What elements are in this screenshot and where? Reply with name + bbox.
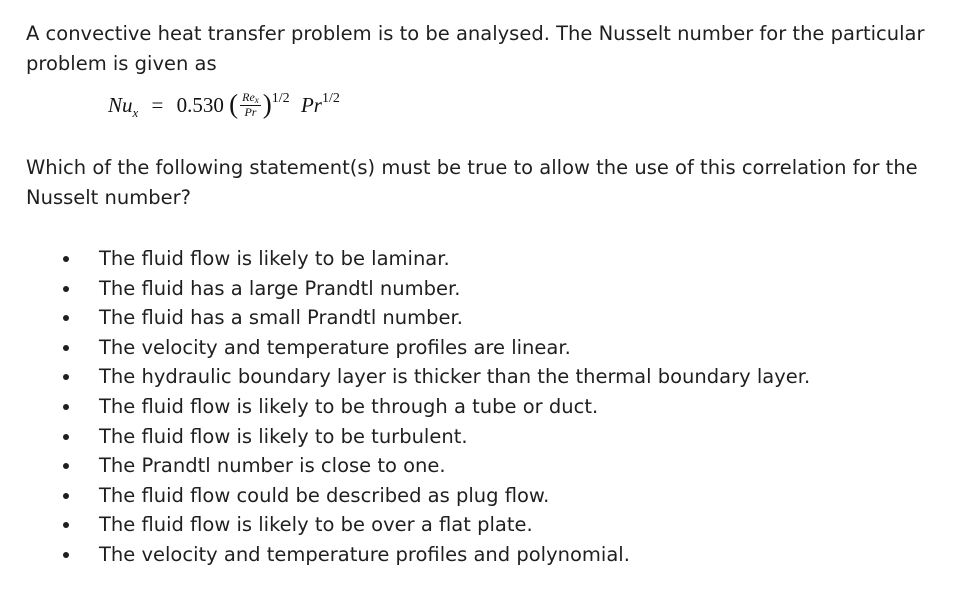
statement-text: The hydraulic boundary layer is thicker than the thermal boundary layer.: [99, 365, 811, 389]
list-item: [0, 244, 810, 274]
formula-coefficient: 0.530: [176, 93, 224, 117]
intro-paragraph: A convective heat transfer problem is to be analysed. The Nusselt number for the particular problem is given as: [26, 22, 925, 75]
formula-right-paren: ): [262, 89, 272, 119]
statement-text: The fluid flow is likely to be through a tube or duct.: [99, 394, 599, 418]
statement-text: The velocity and temperature profiles are linear.: [99, 335, 571, 359]
bullet-icon: [63, 552, 69, 558]
formula-fraction-numerator: Re: [242, 90, 255, 105]
statement-text: The fluid flow is likely to be laminar.: [99, 247, 450, 270]
formula-exponent-1: 1/2: [271, 91, 290, 106]
bullet-icon: [63, 315, 69, 321]
formula-fraction-numerator-subscript: x: [254, 95, 259, 106]
formula-pr: Pr: [300, 93, 322, 117]
statement-list: [0, 244, 810, 570]
list-item: [0, 333, 810, 363]
bullet-icon: [63, 374, 69, 380]
bullet-icon: [63, 522, 69, 528]
formula-left-paren: (: [229, 89, 239, 119]
list-item: [0, 451, 810, 481]
bullet-icon: [63, 434, 69, 440]
statement-text: The fluid has a small Prandtl number.: [99, 306, 463, 330]
statement-text: The Prandtl number is close to one.: [99, 454, 446, 478]
formula-nu-subscript: x: [132, 105, 139, 120]
bullet-icon: [63, 404, 69, 410]
list-item: [0, 274, 810, 304]
formula-exponent-2: 1/2: [321, 91, 340, 106]
formula-fraction: [240, 91, 261, 119]
formula-nu: Nu: [108, 93, 133, 117]
bullet-icon: [63, 493, 69, 499]
list-item: [0, 422, 810, 452]
bullet-icon: [63, 286, 69, 292]
list-item: [0, 481, 810, 511]
list-item: [0, 540, 810, 570]
statement-text: The fluid flow is likely to be turbulent.: [99, 424, 468, 448]
list-item: [0, 303, 810, 333]
list-item: [0, 362, 810, 392]
list-item: [0, 510, 810, 540]
bullet-icon: [63, 463, 69, 469]
question-paragraph: Which of the following statement(s) must be true to allow the use of this correlation for the Nusselt number?: [26, 156, 918, 209]
statement-text: The fluid has a large Prandtl number.: [99, 276, 461, 300]
statement-text: The velocity and temperature profiles and polynomial.: [99, 542, 630, 566]
nusselt-correlation-formula: [108, 88, 340, 132]
formula-fraction-denominator: Pr: [244, 105, 257, 120]
statement-text: The fluid flow could be described as plug flow.: [99, 483, 550, 507]
list-item: [0, 392, 810, 422]
bullet-icon: [63, 345, 69, 351]
statement-text: The fluid flow is likely to be over a flat plate.: [99, 513, 533, 537]
bullet-icon: [63, 256, 69, 262]
formula-equals: =: [151, 93, 164, 117]
